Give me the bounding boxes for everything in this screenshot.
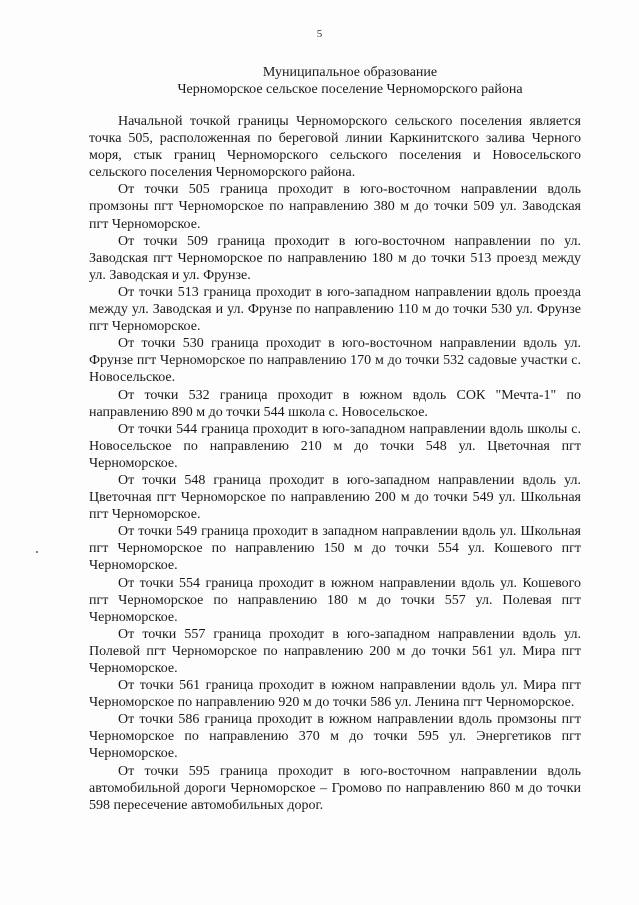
paragraph: От точки 561 граница проходит в южном направлении вдоль ул. Мира пгт Черноморское по направлению 920 м до точки 586 ул. Ленина пгт Черноморское.	[89, 678, 581, 711]
paragraph: От точки 586 граница проходит в южном направлении вдоль промзоны пгт Черноморское по направлению 370 м до точки 595 ул. Энергетиков пгт Черноморское.	[89, 712, 581, 762]
header-municipality-label: Муниципальное образование	[262, 65, 438, 80]
paragraph: От точки 509 граница проходит в юго-восточном направлении по ул. Заводская пгт Черноморское по направлению 180 м до точки 513 проезд между ул. Заводская и ул. Фрунзе.	[89, 233, 581, 283]
paragraph: От точки 557 граница проходит в юго-западном направлении вдоль ул. Полевой пгт Черноморское по направлению 200 м до точки 561 ул. Мира пгт Черноморское.	[89, 626, 581, 676]
paragraph: От точки 595 граница проходит в юго-восточном направлении вдоль автомобильной дороги Черноморское – Громово по направлению 860 м до точки 598 пересечение автомобильных дорог.	[89, 763, 581, 813]
paragraph: От точки 544 граница проходит в юго-западном направлении вдоль школы с. Новосельское по направлению 210 м до точки 548 ул. Цветочная пгт Черноморское.	[89, 421, 581, 471]
paragraph: От точки 548 граница проходит в юго-западном направлении вдоль ул. Цветочная пгт Черноморское по направлению 200 м до точки 549 ул. Школьная пгт Черноморское.	[89, 472, 581, 523]
document-header	[150, 64, 550, 98]
paragraph: От точки 554 граница проходит в южном направлении вдоль ул. Кошевого пгт Черноморское по направлению 180 м до точки 557 ул. Полевая пгт Черноморское.	[89, 575, 581, 625]
paragraph: От точки 532 граница проходит в южном вдоль СОК "Мечта-1" по направлению 890 м до точки 544 школа с. Новосельское.	[89, 387, 581, 420]
scan-speck	[36, 551, 38, 553]
header-settlement-name: Черноморское сельское поселение Черноморского района	[177, 82, 523, 97]
paragraph: От точки 530 граница проходит в юго-восточном направлении вдоль ул. Фрунзе пгт Черноморское по направлению 170 м до точки 532 садовые участки с. Новосельское.	[89, 336, 581, 386]
page-number: 5	[316, 28, 323, 40]
paragraph: От точки 505 граница проходит в юго-восточном направлении вдоль промзоны пгт Черноморское по направлению 380 м до точки 509 ул. Заводская пгт Черноморское.	[89, 182, 581, 232]
paragraph: От точки 549 граница проходит в западном направлении вдоль ул. Школьная пгт Черноморское по направлению 150 м до точки 554 ул. Кошевого пгт Черноморское.	[89, 524, 581, 574]
document-body	[89, 113, 581, 814]
paragraph: Начальной точкой границы Черноморского сельского поселения является точка 505, расположенная по береговой линии Каркинитского залива Черного моря, стык границ Черноморского сельского поселения и Новосельского сельского поселения Черноморского района.	[89, 114, 581, 181]
paragraph: От точки 513 граница проходит в юго-западном направлении вдоль проезда между ул. Заводская и ул. Фрунзе по направлению 110 м до точки 530 ул. Фрунзе пгт Черноморское.	[89, 284, 581, 335]
